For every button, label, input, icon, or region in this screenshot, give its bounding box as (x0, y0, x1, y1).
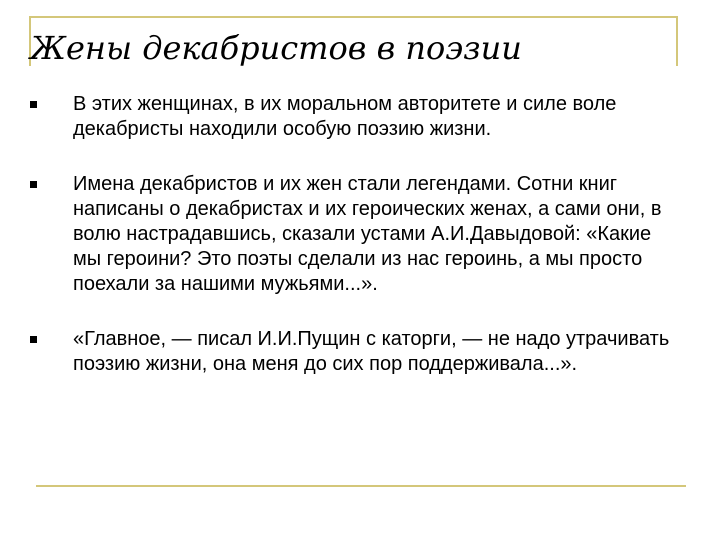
bullet-item (30, 327, 670, 377)
slide-title: Жены декабристов в поэзии (30, 29, 522, 67)
square-bullet-icon (30, 336, 37, 343)
frame-top-line (29, 16, 678, 18)
bullet-list (30, 92, 670, 377)
bullet-text: «Главное, — писал И.И.Пущин с каторги, — не надо утрачивать поэзию жизни, она меня до сих пор поддерживала...». (73, 328, 670, 375)
frame-bottom-line (36, 485, 686, 487)
square-bullet-icon (30, 101, 37, 108)
bullet-text: Имена декабристов и их жен стали легендами. Сотни книг написаны о декабристах и их героических женах, а сами они, в волю настрадавшись, сказали устами А.И.Давыдовой: «Какие мы героини? Это поэты сделали из нас героинь, а мы просто поехали за нашими мужьями...». (73, 173, 662, 295)
bullet-text: В этих женщинах, в их моральном авторитете и силе воле декабристы находили особую поэзию жизни. (73, 93, 617, 140)
bullet-item (30, 92, 670, 142)
frame-right-line (676, 16, 678, 66)
square-bullet-icon (30, 181, 37, 188)
bullet-item (30, 172, 670, 297)
